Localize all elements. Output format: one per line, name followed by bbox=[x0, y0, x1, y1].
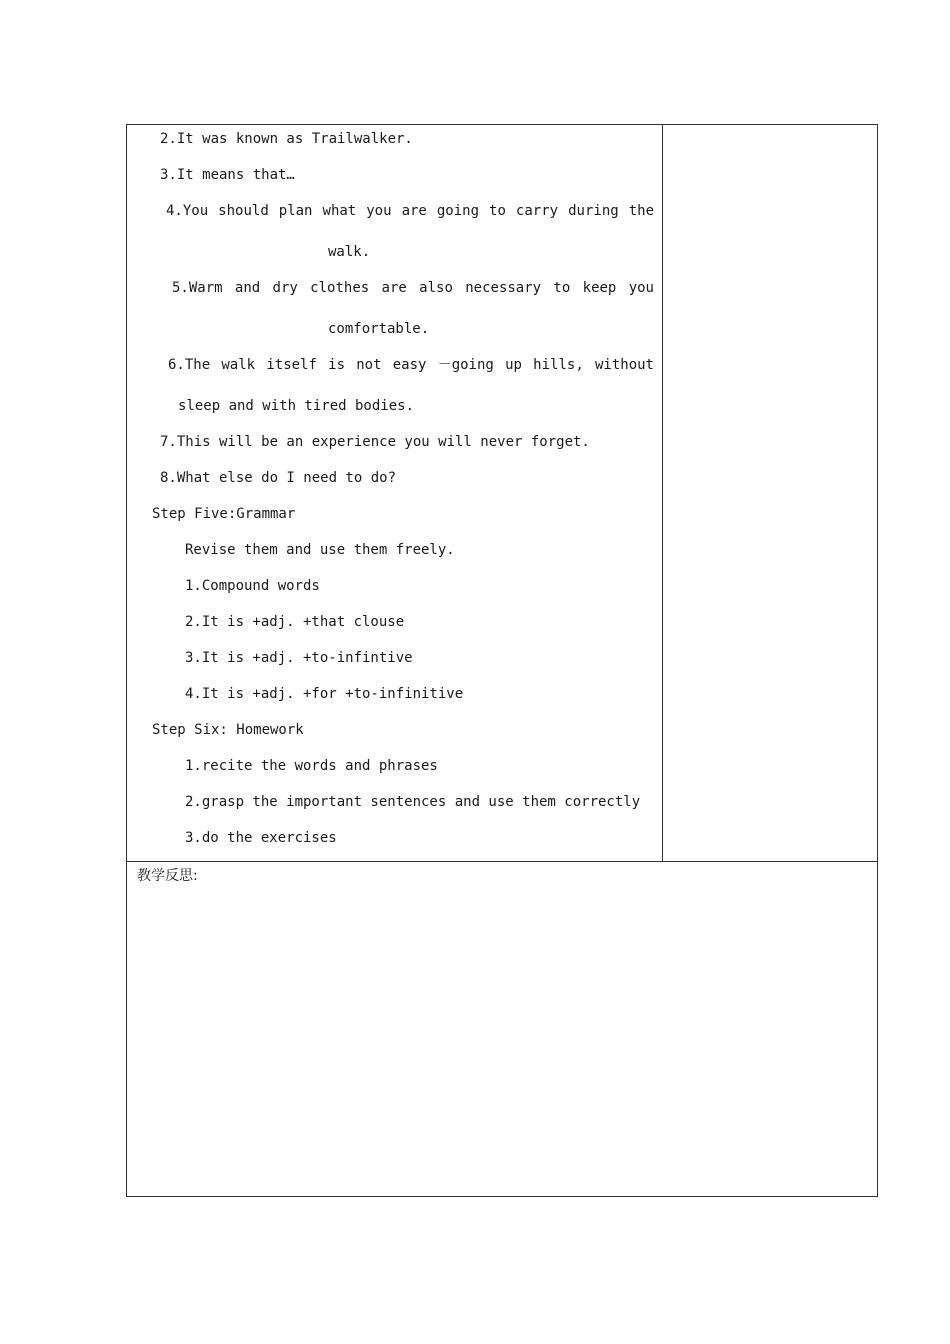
grammar-item: 1.Compound words bbox=[185, 578, 320, 594]
grammar-item: 4.It is +adj. +for +to-infinitive bbox=[185, 686, 464, 702]
step-five-heading: Step Five:Grammar bbox=[152, 506, 296, 522]
homework-item: 1.recite the words and phrases bbox=[185, 758, 438, 774]
sentence-3: 3.It means that… bbox=[160, 167, 295, 183]
reflection-cell bbox=[127, 862, 877, 1196]
lesson-content-cell bbox=[127, 125, 663, 862]
reflection-label: 教学反思: bbox=[137, 868, 198, 884]
sentence-8: 8.What else do I need to do? bbox=[160, 470, 397, 486]
homework-item: 3.do the exercises bbox=[185, 830, 337, 846]
homework-item: 2.grasp the important sentences and use them correctly bbox=[185, 794, 641, 810]
lesson-table bbox=[126, 124, 878, 1197]
sentence-7: 7.This will be an experience you will never forget. bbox=[160, 434, 590, 450]
sentence-4-line-1: 4.You should plan what you are going to carry during the bbox=[166, 203, 654, 219]
sentence-6-line-2: sleep and with tired bodies. bbox=[178, 398, 415, 414]
notes-cell bbox=[663, 125, 877, 862]
grammar-item: 2.It is +adj. +that clouse bbox=[185, 614, 405, 630]
sentence-2: 2.It was known as Trailwalker. bbox=[160, 131, 413, 147]
sentence-6-line-1: 6.The walk itself is not easy －going up hills, without bbox=[168, 357, 654, 373]
sentence-5-line-2: comfortable. bbox=[328, 321, 430, 337]
sentence-4-line-2: walk. bbox=[328, 244, 371, 260]
step-five-intro: Revise them and use them freely. bbox=[185, 542, 455, 558]
sentence-5-line-1: 5.Warm and dry clothes are also necessary to keep you bbox=[172, 280, 654, 296]
grammar-item: 3.It is +adj. +to-infintive bbox=[185, 650, 413, 666]
step-six-heading: Step Six: Homework bbox=[152, 722, 304, 738]
